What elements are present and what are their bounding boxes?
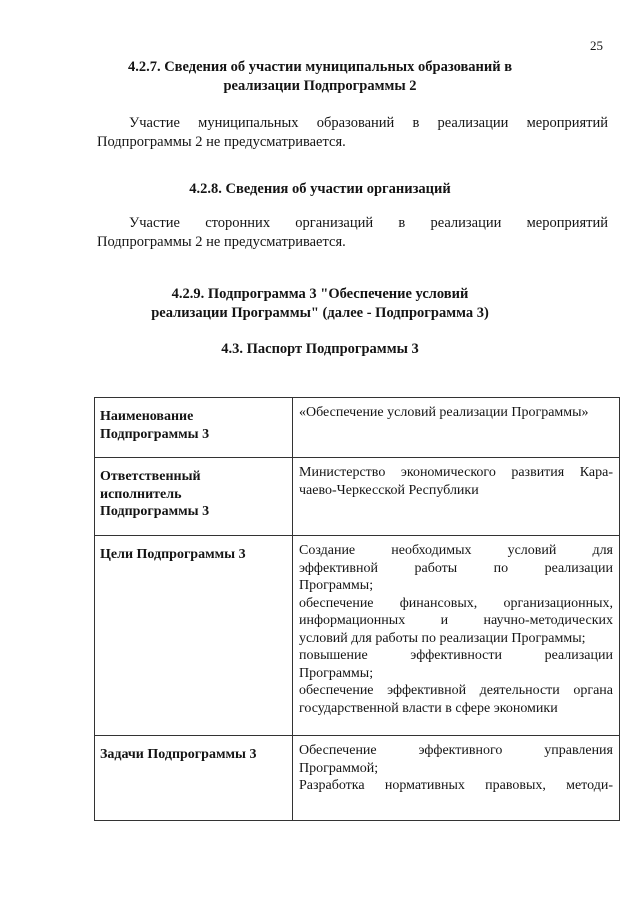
section-427-title-line1: 4.2.7. Сведения об участии муниципальных образований в — [127, 59, 513, 75]
section-427-text-line1: Участие муниципальных образований в реализации мероприятий — [129, 115, 608, 131]
row-label-name: Наименование Подпрограммы 3 — [95, 398, 293, 458]
passport-table — [94, 397, 620, 821]
section-428-text — [97, 214, 608, 252]
row-label-executor: Ответственный исполнитель Подпрограммы 3 — [95, 458, 293, 536]
goal-item: обеспечение финансовых, организационных, информационных и научно-методических условий для работы по реализации Программы; — [299, 595, 613, 646]
goal-item: повышение эффективности реализации Программы; — [299, 648, 613, 681]
section-427-text-line2: Подпрограммы 2 не предусматривается. — [97, 134, 346, 150]
row-label-tasks: Задачи Подпрограммы 3 — [95, 736, 293, 821]
row-value-tasks — [293, 736, 620, 821]
page-number: 25 — [590, 38, 603, 53]
table-row — [95, 398, 620, 458]
section-429-title — [0, 285, 640, 323]
task-item: Обеспечение эффективного управления Программой; — [299, 743, 613, 776]
row-value-goals — [293, 536, 620, 736]
section-428-text-line2: Подпрограммы 2 не предусматривается. — [97, 234, 346, 250]
goal-item: обеспечение эффективной деятельности органа государственной власти в сфере экономики — [299, 683, 613, 716]
section-429-title-line2: реализации Программы" (далее - Подпрограмма 3) — [151, 305, 489, 321]
task-item: Разработка нормативных правовых, методи- — [299, 778, 613, 793]
table-row — [95, 736, 620, 821]
section-427-text — [97, 114, 608, 152]
section-429-title-line1: 4.2.9. Подпрограмма 3 "Обеспечение условий — [171, 286, 469, 302]
table-row — [95, 536, 620, 736]
row-value-executor: Министерство экономического развития Кара- чаево-Черкесской Республики — [293, 458, 620, 536]
goal-item: Создание необходимых условий для эффективной работы по реализации Программы; — [299, 543, 613, 593]
section-428-title: 4.2.8. Сведения об участии организаций — [189, 181, 451, 197]
section-427-title — [0, 58, 640, 96]
row-label-goals: Цели Подпрограммы 3 — [95, 536, 293, 736]
section-428-text-line1: Участие сторонних организаций в реализации мероприятий — [129, 215, 608, 231]
table-row — [95, 458, 620, 536]
row-value-name: «Обеспечение условий реализации Программы» — [293, 398, 620, 458]
section-43-title: 4.3. Паспорт Подпрограммы 3 — [221, 341, 419, 357]
section-427-title-line2: реализации Подпрограммы 2 — [223, 78, 417, 94]
